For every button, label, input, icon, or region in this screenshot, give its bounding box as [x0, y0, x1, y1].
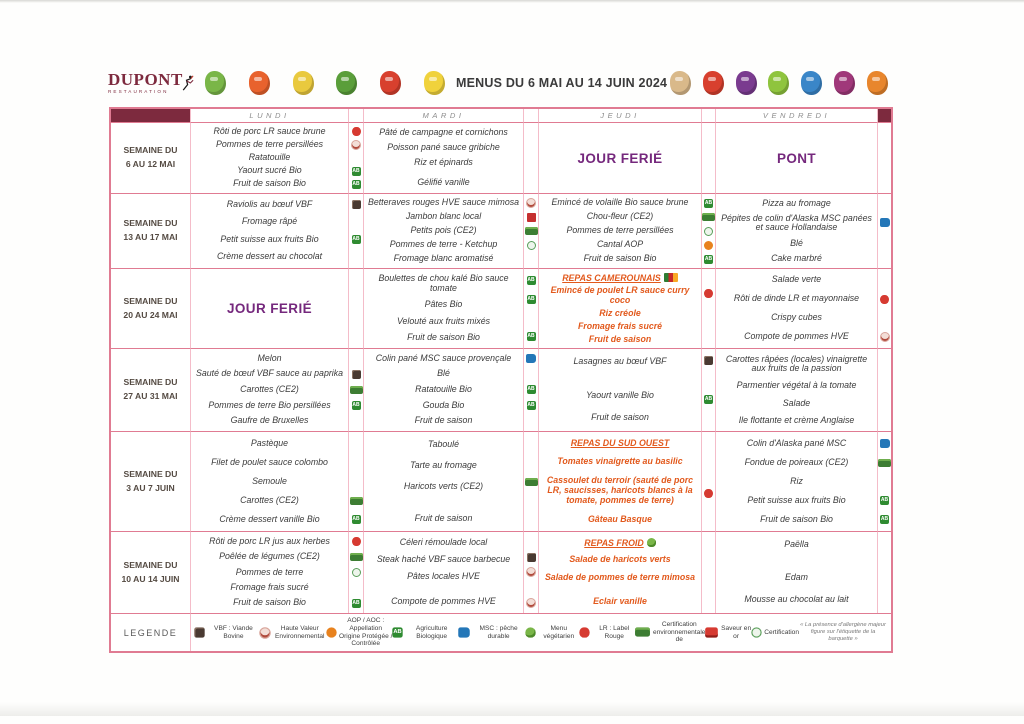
- day-header-jeudi: JEUDI: [538, 109, 701, 122]
- menu-item: Fruit de saison: [588, 333, 652, 344]
- legend-item: [580, 625, 636, 640]
- certification-icon: [704, 227, 713, 236]
- ce2-certification-icon: [350, 553, 363, 561]
- icon-column: [348, 431, 363, 531]
- page-header: [108, 60, 894, 106]
- menu-item: Carottes (CE2): [240, 494, 299, 505]
- agriculture-biologique-icon: AB: [352, 516, 360, 522]
- week-label-line1: SEMAINE DU: [123, 145, 178, 156]
- menu-item: Pommes de terre: [235, 566, 304, 577]
- viande-bovine-icon: [527, 553, 536, 562]
- saveur-en-or-icon: [705, 627, 718, 637]
- week-label: [111, 431, 190, 531]
- menu-item: Rôti de porc LR jus aux herbes: [209, 535, 330, 546]
- icon-column: [523, 348, 538, 431]
- legend-item: [195, 625, 260, 640]
- legend-label: LEGENDE: [111, 613, 190, 651]
- menu-item: Fruit de saison: [591, 412, 649, 423]
- menu-cell-vendredi-week4: [715, 348, 877, 431]
- icon-column: [523, 193, 538, 268]
- icon-column: [877, 268, 891, 348]
- week-label-line2: 10 AU 14 JUIN: [121, 573, 180, 584]
- menu-item: Cassoulet du terroir (sauté de porc LR, saucisses, haricots blancs à la tomate, pommes de terre): [546, 475, 694, 505]
- scan-edge-top: [0, 0, 1024, 3]
- legend-item: [327, 617, 393, 647]
- menu-item: Cake marbré: [771, 252, 822, 263]
- menu-item: Fromage blanc aromatisé: [393, 253, 494, 264]
- menu-cell-mardi-week5: [363, 431, 523, 531]
- menu-item: Pommes de terre persillées: [566, 225, 674, 236]
- msc-icon: [526, 354, 536, 363]
- hve-icon: [526, 567, 536, 577]
- legend-item: [706, 625, 752, 640]
- menu-item: Raviolis au bœuf VBF: [226, 198, 313, 209]
- agriculture-biologique-icon: AB: [352, 599, 360, 606]
- week-label-line1: SEMAINE DU: [123, 559, 178, 570]
- menus-title: MENUS DU 6 MAI AU 14 JUIN 2024: [456, 76, 668, 90]
- agriculture-biologique-icon: AB: [392, 627, 402, 637]
- tomato-chef-mascot-icon: [380, 71, 401, 95]
- menu-item: Carottes (CE2): [240, 384, 299, 395]
- menu-item: Pommes de terre persillées: [215, 138, 324, 149]
- agriculture-biologique-icon: AB: [527, 295, 535, 302]
- menu-item: Petit suisse aux fruits Bio: [220, 233, 319, 244]
- legend-item-text: Certification environnementale de: [653, 621, 706, 644]
- menu-item: Rôti de dinde LR et mayonnaise: [733, 293, 860, 304]
- icon-column: [701, 531, 715, 613]
- week-label: [111, 122, 190, 193]
- day-header-spacer: [523, 109, 538, 122]
- menu-cell-mardi-week6: [363, 531, 523, 613]
- menu-item: Fromage frais sucré: [230, 581, 309, 592]
- week-label-line2: 20 AU 24 MAI: [123, 309, 178, 320]
- day-header-spacer: [701, 109, 715, 122]
- menu-item: Filet de poulet sauce colombo: [211, 456, 328, 467]
- pear-mascot-icon: [293, 71, 314, 95]
- menu-cell-jeudi-week2: [538, 193, 701, 268]
- corner-block-left: [111, 109, 190, 122]
- agriculture-biologique-icon: AB: [704, 199, 713, 206]
- menu-item: Blé: [437, 368, 450, 379]
- icon-column: [523, 431, 538, 531]
- ce2-certification-icon: [525, 478, 538, 486]
- icon-column: [701, 122, 715, 193]
- menu-item: Edam: [785, 572, 808, 583]
- fish-mascot-icon: [801, 71, 822, 95]
- menu-cell-vendredi-week5: [715, 431, 877, 531]
- hve-icon: [526, 598, 536, 608]
- legend-item: [459, 625, 526, 640]
- agriculture-biologique-icon: AB: [352, 180, 360, 187]
- viande-bovine-icon: [352, 370, 361, 379]
- icon-column: [348, 193, 363, 268]
- menu-table: [109, 107, 893, 653]
- menu-item: Pommes de terre Bio persillées: [208, 399, 331, 410]
- menu-item: Ratatouille: [248, 152, 291, 163]
- certification-icon: [527, 241, 536, 250]
- menu-item: Salade: [782, 397, 811, 408]
- legend-item-text: Certification: [764, 628, 800, 636]
- menu-item: Paëlla: [784, 538, 809, 549]
- agriculture-biologique-icon: AB: [704, 255, 713, 262]
- menu-item: Fondue de poireaux (CE2): [744, 456, 849, 467]
- week-label: [111, 193, 190, 268]
- menu-cell-lundi-week1: [190, 122, 348, 193]
- ce2-certification-icon: [525, 227, 538, 235]
- hve-icon: [259, 627, 271, 639]
- agriculture-biologique-icon: AB: [880, 516, 889, 522]
- menu-item: Riz: [790, 475, 803, 486]
- menu-item: Compote de pommes HVE: [391, 596, 496, 607]
- week-label: [111, 531, 190, 613]
- cucumber-mascot-icon: [336, 71, 357, 95]
- theme-title: REPAS FROID: [542, 538, 698, 548]
- menu-item: Ile flottante et crème Anglaise: [738, 414, 855, 425]
- icon-column: [523, 268, 538, 348]
- ce2-certification-icon: [350, 386, 363, 394]
- week-label-line1: SEMAINE DU: [123, 295, 178, 306]
- msc-icon: [880, 218, 890, 227]
- menu-item: Pâtes locales HVE: [407, 571, 480, 582]
- legend-item-text: Menu végétarien: [543, 624, 575, 640]
- icon-column: [701, 193, 715, 268]
- legend-item-text: Haute Valeur Environnemental: [275, 624, 325, 640]
- menu-item: Pommes de terre - Ketchup: [389, 239, 498, 250]
- legend-item-text: MSC : pêche durable: [479, 624, 518, 640]
- menu-cell-lundi-week4: [190, 348, 348, 431]
- agriculture-biologique-icon: AB: [527, 333, 535, 340]
- menu-cell-lundi-week5: [190, 431, 348, 531]
- legend-item-text: VBF : Viande Bovine: [214, 624, 253, 640]
- menu-item: Fruit de saison: [414, 512, 473, 523]
- label-rouge-icon: [704, 489, 713, 498]
- icon-column: [877, 193, 891, 268]
- week-label-line2: 13 AU 17 MAI: [123, 232, 178, 242]
- menu-item: Céleri rémoulade local: [399, 536, 488, 547]
- local-product-icon: [527, 213, 536, 222]
- label-rouge-icon: [352, 127, 361, 136]
- icon-column: [701, 268, 715, 348]
- icon-column: [877, 122, 891, 193]
- theme-title: REPAS CAMEROUNAIS: [542, 273, 698, 283]
- menu-cell-lundi-week6: [190, 531, 348, 613]
- menu-item: Fruit de saison Bio: [407, 331, 480, 342]
- day-header-vendredi: VENDREDI: [715, 109, 877, 122]
- label-rouge-icon: [704, 289, 713, 298]
- menu-cell-vendredi-week6: [715, 531, 877, 613]
- menu-item: Poêlée de légumes (CE2): [219, 551, 320, 562]
- legend-item-text: Agriculture Biologique: [415, 624, 448, 640]
- menu-item: Lasagnes au bœuf VBF: [573, 356, 667, 367]
- certification-icon: [752, 627, 762, 637]
- menu-item: Gâteau Basque: [587, 513, 653, 524]
- runner-icon: [181, 69, 194, 97]
- agriculture-biologique-icon: AB: [527, 386, 535, 393]
- menu-item: Pâté de campagne et cornichons: [379, 126, 508, 137]
- agriculture-biologique-icon: AB: [704, 396, 713, 403]
- icon-column: [523, 531, 538, 613]
- menu-item: Fruit de saison Bio: [583, 253, 657, 264]
- banana-mascot-icon: [424, 71, 445, 95]
- special-cell-vendredi-week1: PONT: [715, 122, 877, 193]
- menu-item: Fruit de saison Bio: [760, 513, 833, 524]
- menu-item: Pastèque: [250, 437, 289, 448]
- menu-item: Colin pané MSC sauce provençale: [375, 352, 512, 363]
- week-label-line2: 3 AU 7 JUIN: [126, 482, 175, 493]
- menu-item: Gaufre de Bruxelles: [230, 415, 309, 426]
- menu-item: Ratatouille Bio: [415, 384, 472, 395]
- icon-column: [701, 348, 715, 431]
- icon-column: [348, 268, 363, 348]
- icon-column: [701, 431, 715, 531]
- aop-icon: [326, 627, 336, 637]
- legend-item: [393, 625, 459, 640]
- eggplant-mascot-icon: [736, 71, 757, 95]
- label-rouge-icon: [352, 537, 361, 546]
- hve-icon: [351, 140, 361, 150]
- menu-cell-mardi-week1: [363, 122, 523, 193]
- week-label-line1: SEMAINE DU: [123, 218, 178, 229]
- ce2-certification-icon: [350, 497, 363, 505]
- week-label: [111, 348, 190, 431]
- week-label-line2: 6 AU 12 MAI: [125, 159, 176, 169]
- lettuce-mascot-icon: [205, 71, 226, 95]
- menu-item: Fromage râpé: [241, 216, 298, 227]
- hve-icon: [880, 332, 890, 342]
- icon-column: [348, 122, 363, 193]
- hve-icon: [526, 198, 536, 208]
- menu-item: Petit suisse aux fruits Bio: [747, 494, 846, 505]
- agriculture-biologique-icon: AB: [352, 167, 360, 174]
- menu-item: Melon: [257, 352, 282, 363]
- label-rouge-icon: [579, 627, 589, 637]
- menu-item: Pizza au fromage: [762, 197, 831, 208]
- menu-item: Betteraves rouges HVE sauce mimosa: [367, 197, 520, 208]
- menu-item: Petits pois (CE2): [410, 225, 477, 236]
- menu-item: Pâtes Bio: [424, 299, 463, 310]
- week-label: [111, 268, 190, 348]
- menu-cell-vendredi-week2: [715, 193, 877, 268]
- legend-item-text: AOP / AOC : Appellation Origine Protégée / Contrôlée: [338, 617, 393, 648]
- day-header-lundi: LUNDI: [190, 109, 348, 122]
- menu-item: Poisson pané sauce gribiche: [387, 141, 500, 152]
- menu-item: Gélifié vanille: [417, 177, 470, 188]
- agriculture-biologique-icon: AB: [880, 497, 889, 503]
- certification-icon: [352, 568, 361, 577]
- icon-column: [877, 431, 891, 531]
- icon-column: [348, 348, 363, 431]
- cameroon-flag-icon: [664, 273, 678, 282]
- menu-item: Fruit de saison: [414, 415, 473, 426]
- menu-item: Eclair vanille: [593, 596, 647, 607]
- menu-item: Velouté aux fruits mixés: [396, 315, 491, 326]
- beet-mascot-icon: [834, 71, 855, 95]
- corner-block-right: [877, 109, 891, 122]
- menu-item: Sauté de bœuf VBF sauce au paprika: [195, 368, 344, 379]
- logo-name: DUPONT: [108, 70, 183, 90]
- menu-item: Riz créole: [599, 307, 641, 318]
- allergen-note: « La présence d'allergène majeur figure sur l'étiquette de la barquette »: [800, 621, 886, 643]
- menu-cell-mardi-week3: [363, 268, 523, 348]
- potato-mascot-icon: [670, 71, 691, 95]
- ce2-certification-icon: [878, 459, 891, 467]
- special-cell-lundi-week3: JOUR FERIÉ: [190, 268, 348, 348]
- menu-item: Blé: [790, 237, 803, 248]
- menu-cell-jeudi-week6: [538, 531, 701, 613]
- day-header-mardi: MARDI: [363, 109, 523, 122]
- aop-icon: [704, 241, 713, 250]
- menu-item: Parmentier végétal à la tomate: [736, 380, 857, 391]
- menu-item: Chou-fleur (CE2): [586, 211, 654, 222]
- menu-cell-vendredi-week3: [715, 268, 877, 348]
- menu-item: Crème dessert au chocolat: [216, 251, 323, 262]
- icon-column: [877, 531, 891, 613]
- menu-item: Mousse au chocolat au lait: [744, 594, 849, 605]
- mascot-row-right: [664, 71, 894, 95]
- legend-item: [752, 628, 799, 637]
- green-apple-mascot-icon: [768, 71, 789, 95]
- menu-item: Emincé de poulet LR sauce curry coco: [550, 284, 690, 305]
- menu-item: Emincé de volaille Bio sauce brune: [551, 197, 689, 208]
- menu-item: Fromage frais sucré: [577, 320, 663, 331]
- menu-item: Salade de pommes de terre mimosa: [544, 571, 696, 582]
- icon-column: [523, 122, 538, 193]
- menu-item: Compote de pommes HVE: [744, 330, 849, 341]
- vegetarian-menu-icon: [525, 627, 535, 637]
- scan-edge-bottom: [0, 702, 1024, 716]
- menu-item: Tarte au fromage: [410, 459, 477, 470]
- menu-item: Haricots verts (CE2): [403, 480, 484, 491]
- carrot-mascot-icon: [867, 71, 888, 95]
- menu-cell-lundi-week2: [190, 193, 348, 268]
- menu-item: Semoule: [252, 475, 287, 486]
- week-label-line2: 27 AU 31 MAI: [123, 391, 178, 401]
- menu-cell-jeudi-week3: [538, 268, 701, 348]
- menu-item: Boulettes de chou kalé Bio sauce tomate: [378, 273, 509, 294]
- menu-item: Jambon blanc local: [405, 211, 482, 222]
- icon-column: [348, 531, 363, 613]
- menu-item: Fruit de saison Bio: [233, 178, 306, 189]
- label-rouge-icon: [880, 295, 889, 304]
- agriculture-biologique-icon: AB: [527, 402, 535, 409]
- menu-item: Steak haché VBF sauce barbecue: [376, 554, 511, 565]
- menu-item: Yaourt sucré Bio: [237, 165, 302, 176]
- legend-item-text: LR : Label Rouge: [599, 624, 630, 640]
- menu-item: Tomates vinaigrette au basilic: [557, 456, 683, 467]
- theme-title: REPAS DU SUD OUEST: [570, 438, 670, 449]
- viande-bovine-icon: [194, 627, 204, 637]
- msc-icon: [458, 627, 470, 637]
- mascot-row-left: [194, 71, 456, 95]
- menu-item: Crispy cubes: [771, 311, 822, 322]
- ce2-certification-icon: [702, 213, 715, 221]
- strawberry-mascot-icon: [703, 71, 724, 95]
- ce2-certification-icon: [636, 628, 651, 637]
- menu-item: Taboulé: [428, 438, 459, 449]
- agriculture-biologique-icon: AB: [352, 236, 360, 243]
- cherries-mascot-icon: [249, 71, 270, 95]
- agriculture-biologique-icon: AB: [527, 276, 535, 283]
- menu-item: Carottes râpées (locales) vinaigrette aux fruits de la passion: [725, 353, 868, 374]
- icon-column: [877, 348, 891, 431]
- menu-cell-mardi-week4: [363, 348, 523, 431]
- menu-item: Pépites de colin d'Alaska MSC panées et sauce Hollandaise: [721, 212, 872, 233]
- menu-item: Salade verte: [771, 274, 822, 285]
- menu-item: Colin d'Alaska pané MSC: [746, 437, 847, 448]
- menu-cell-jeudi-week4: [538, 348, 701, 431]
- legend-item: [636, 621, 706, 644]
- week-label-line1: SEMAINE DU: [123, 468, 178, 479]
- day-header-spacer: [348, 109, 363, 122]
- week-label-line1: SEMAINE DU: [123, 377, 178, 388]
- menu-item: Cantal AOP: [596, 239, 644, 250]
- legend-row: [190, 613, 891, 651]
- special-cell-jeudi-week1: JOUR FERIÉ: [538, 122, 701, 193]
- msc-icon: [880, 439, 890, 448]
- menu-cell-mardi-week2: [363, 193, 523, 268]
- logo-subtitle: RESTAURATION: [108, 89, 169, 95]
- menu-item: Gouda Bio: [422, 399, 465, 410]
- dupont-logo: [108, 69, 194, 97]
- viande-bovine-icon: [704, 356, 713, 365]
- menu-item: Crème dessert vanille Bio: [219, 513, 320, 524]
- menu-item: Fruit de saison Bio: [233, 597, 306, 608]
- vegetarian-menu-icon: [647, 538, 656, 547]
- menu-item: Rôti de porc LR sauce brune: [213, 125, 326, 136]
- menu-item: Riz et épinards: [414, 156, 473, 167]
- viande-bovine-icon: [352, 200, 361, 209]
- menu-cell-jeudi-week5: [538, 431, 701, 531]
- agriculture-biologique-icon: AB: [352, 402, 360, 409]
- legend-item-text: Saveur en or: [721, 624, 752, 640]
- menu-item: Salade de haricots verts: [569, 554, 671, 565]
- legend-item: [526, 625, 581, 640]
- legend-item: [260, 625, 327, 640]
- menu-item: Yaourt vanille Bio: [586, 390, 654, 401]
